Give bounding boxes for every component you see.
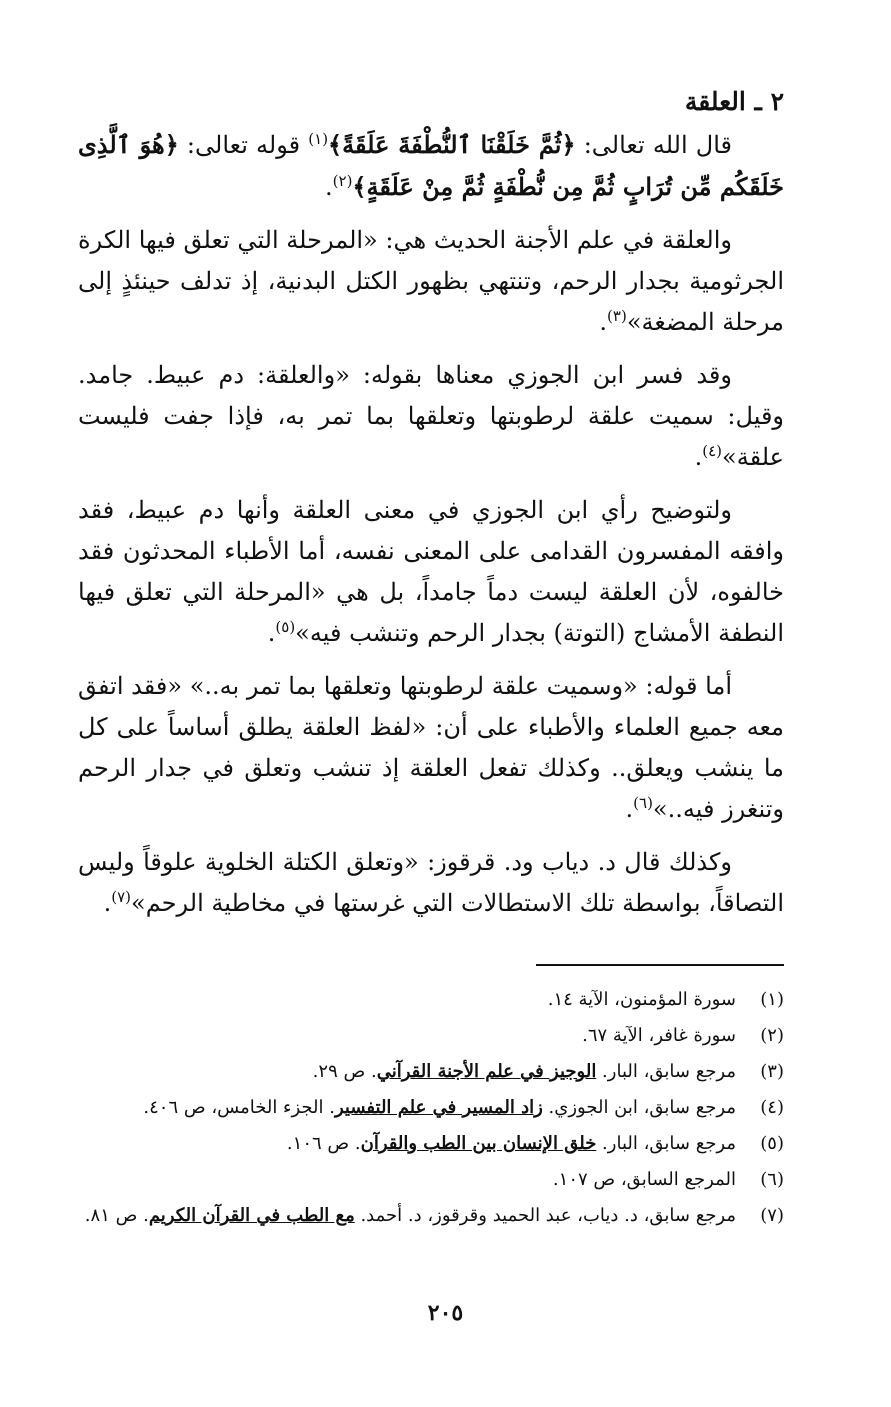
footnote-ref: (٣): [607, 307, 627, 325]
book-title: الوجيز في علم الأجنة القرآني: [376, 1061, 597, 1082]
footnote-text: [78, 1056, 736, 1088]
footnote-page: . ص ٨١.: [84, 1205, 149, 1226]
footnote-number: (٦): [760, 1169, 784, 1190]
paragraph-text: وقد فسر ابن الجوزي معناها بقوله: «والعلقة: دم عبيط. جامد. وقيل: سميت علقة لرطوبتها وتعلقها بما تمر به، فإذا جفت فليست علقة»: [78, 361, 785, 471]
footnote-citation: مرجع سابق، د. دياب، عبد الحميد وقرقوز، د. أحمد.: [354, 1205, 736, 1226]
footnote-ref: (٦): [633, 794, 653, 812]
book-title: زاد المسير في علم التفسير: [334, 1097, 543, 1118]
footnote-ref: (١): [308, 130, 329, 148]
paragraph-end: .: [267, 619, 276, 647]
paragraph-intro: قال الله تعالى:: [575, 131, 733, 159]
footnote-text: [78, 1200, 736, 1232]
footnote-text: [78, 984, 736, 1016]
footnote-item: [78, 1200, 784, 1232]
footnote-item: [78, 1164, 784, 1196]
footnote-ref: (٥): [275, 618, 296, 636]
footnote-number: (٣): [760, 1061, 784, 1082]
footnote-text: [78, 1164, 736, 1196]
paragraph-end: .: [694, 443, 703, 471]
verse-quote: ﴿ثُمَّ خَلَقْنَا ٱلنُّطْفَةَ عَلَقَةً﴾: [328, 130, 576, 159]
footnote-page: . ص ١٠٦.: [286, 1133, 361, 1154]
page-number: ٢٠٥: [427, 1300, 464, 1326]
footnote-citation: مرجع سابق، ابن الجوزي.: [542, 1097, 736, 1118]
footnote-citation: مرجع سابق، البار.: [596, 1133, 736, 1154]
footnotes-list: [78, 984, 784, 1232]
page-body: [78, 82, 784, 1236]
footnote-page: . ص ٢٩.: [312, 1061, 377, 1082]
paragraph-text: وكذلك قال د. دياب ود. قرقوز: «وتعلق الكتلة الخلوية علوقاً وليس التصاقاً، بواسطة تلك الاستطالات التي غرستها في مخاطية الرحم»: [78, 848, 784, 917]
paragraph-text: أما قوله: «وسميت علقة لرطوبتها وتعلقها بما تمر به..» «فقد اتفق معه جميع العلماء والأطباء على أن: «لفظ العلقة يطلق أساساً على كل ما ينشب ويعلق.. وكذلك تفعل العلقة إذ تنشب وتعلق في جدار الرحم وتنغرز فيه..»: [78, 672, 784, 823]
footnote-item: [78, 1056, 784, 1088]
footnote-text: [78, 1020, 736, 1052]
footnote-item: [78, 984, 784, 1016]
footnote-citation: سورة غافر، الآية ٦٧.: [582, 1025, 736, 1046]
paragraph: [78, 842, 784, 924]
footnote-number: (٧): [760, 1205, 784, 1226]
paragraph-end: .: [325, 173, 333, 201]
footnote-citation: سورة المؤمنون، الآية ١٤.: [547, 989, 736, 1010]
paragraph-end: .: [599, 308, 608, 336]
footnote-item: [78, 1128, 784, 1160]
paragraph: [78, 490, 784, 654]
paragraph: [78, 355, 784, 478]
verse-quote: ﴿هُوَ ٱلَّذِى خَلَقَكُم مِّن تُرَابٍ ثُمَّ مِن نُّطْفَةٍ ثُمَّ مِنْ عَلَقَةٍ﴾: [78, 130, 784, 201]
paragraph: [78, 220, 784, 343]
book-title: خلق الإنسان بين الطب والقرآن: [360, 1133, 597, 1154]
footnote-item: [78, 1092, 784, 1124]
footnote-text: [78, 1092, 736, 1124]
footnote-citation: مرجع سابق، البار.: [596, 1061, 736, 1082]
footnote-item: [78, 1020, 784, 1052]
paragraph-end: .: [103, 889, 112, 917]
paragraph-text: ولتوضيح رأي ابن الجوزي في معنى العلقة وأنها دم عبيط، فقد وافقه المفسرون القدامى على المعنى نفسه، أما الأطباء المحدثون فقد خالفوه، لأن العلقة ليست دماً جامداً، بل هي «المرحلة التي تعلق فيها النطفة الأمشاج (التوتة) بجدار الرحم وتنشب فيه»: [78, 496, 784, 647]
footnote-number: (٢): [760, 1025, 784, 1046]
paragraph-text: والعلقة في علم الأجنة الحديث هي: «المرحلة التي تعلق فيها الكرة الجرثومية بجدار الرحم، وتنتهي بظهور الكتل البدنية، إذ تدلف حينئذٍ إلى مرحلة المضغة»: [78, 226, 784, 336]
section-heading: ٢ ـ العلقة: [684, 87, 784, 116]
footnote-text: [78, 1128, 736, 1160]
paragraph-text: قوله تعالى:: [178, 131, 309, 159]
book-title: مع الطب في القرآن الكريم: [148, 1205, 355, 1226]
paragraph-verses: [78, 124, 784, 208]
footnote-ref: (٤): [702, 442, 723, 460]
paragraph-end: .: [625, 795, 634, 823]
footnote-ref: (٢): [332, 172, 353, 190]
footnote-ref: (٧): [111, 888, 132, 906]
footnote-number: (١): [760, 989, 784, 1010]
footnote-page: . الجزء الخامس، ص ٤٠٦.: [143, 1097, 335, 1118]
footnote-number: (٤): [760, 1097, 784, 1118]
footnote-separator: [536, 964, 784, 966]
footnote-citation: المرجع السابق، ص ١٠٧.: [552, 1169, 736, 1190]
paragraph: [78, 666, 784, 830]
footnote-number: (٥): [760, 1133, 784, 1154]
